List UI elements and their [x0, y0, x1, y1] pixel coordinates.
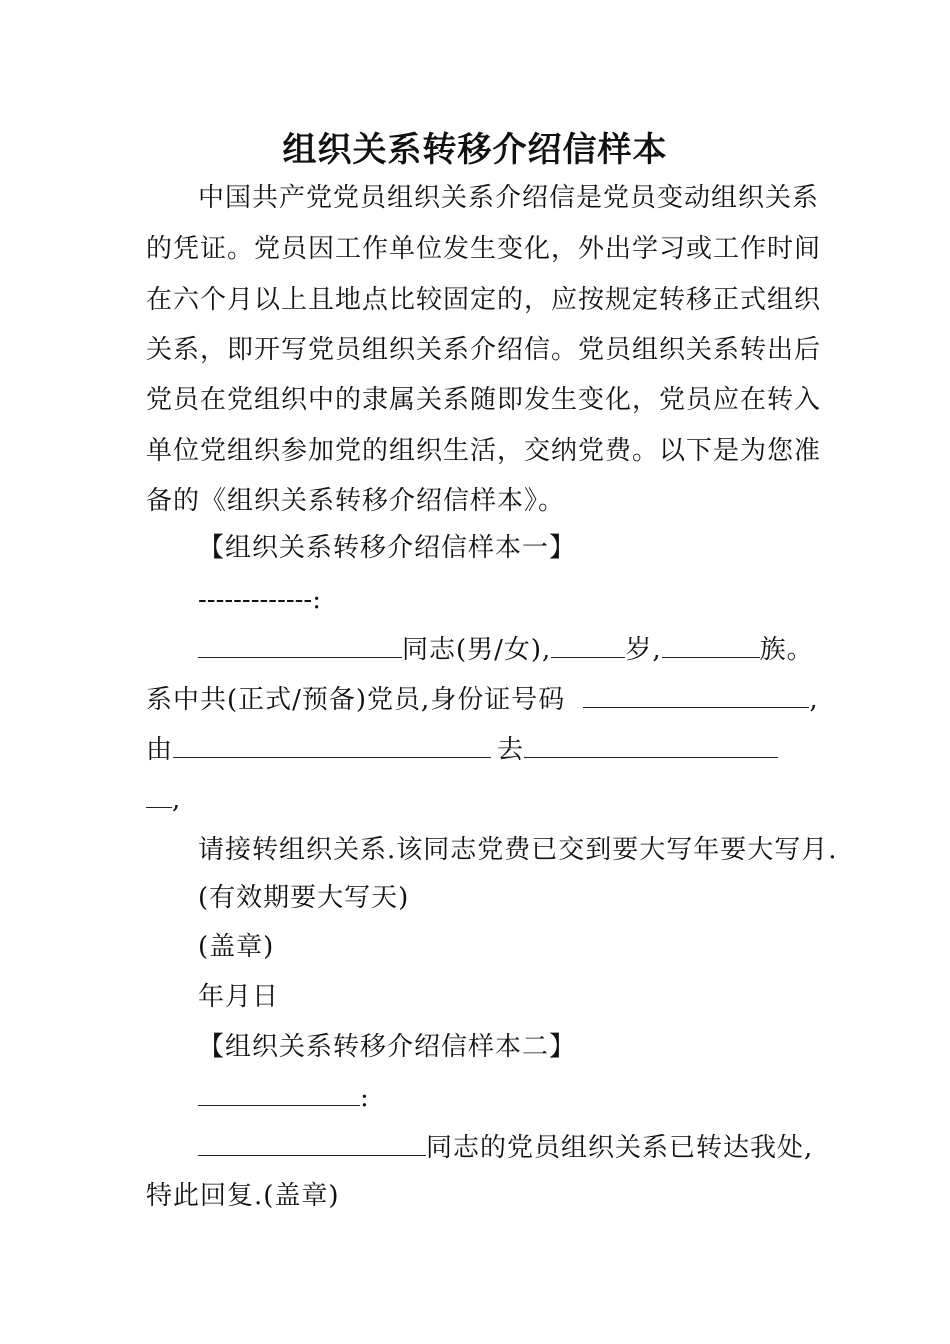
sample1-line2 [146, 682, 826, 718]
document-title: 组织关系转移介绍信样本 [282, 130, 668, 170]
comrade-gender-text: 同志(男/女), [402, 635, 552, 665]
intro-line: 中国共产党党员组织关系介绍信是党员变动组织关系 [198, 183, 820, 213]
sample1-date: 年月日 [198, 982, 280, 1012]
sample2-salutation [198, 1080, 838, 1116]
sample2-line2: 特此回复.(盖章) [146, 1181, 340, 1211]
intro-line: 的凭证。党员因工作单位发生变化，外出学习或工作时间 [146, 234, 822, 264]
comrade-name-blank [198, 1133, 426, 1156]
from-blank [173, 735, 491, 758]
to-text: 去 [497, 735, 525, 765]
id-number-blank [583, 685, 809, 708]
sample1-line3 [146, 732, 826, 768]
sample1-salutation: -------------: [198, 585, 321, 615]
intro-line: 备的《组织关系转移介绍信样本》。 [146, 486, 566, 516]
intro-line: 关系，即开写党员组织关系介绍信。党员组织关系转出后 [146, 335, 822, 365]
sample2-line1 [198, 1130, 838, 1166]
from-text: 由 [146, 735, 174, 765]
age-text: 岁, [625, 635, 662, 665]
sample1-line4 [146, 782, 826, 818]
age-blank [551, 635, 625, 658]
name-blank [198, 635, 402, 658]
line4-comma: , [172, 785, 182, 815]
sample1-body: 请接转组织关系.该同志党费已交到要大写年要大写月. [198, 835, 838, 865]
salutation-colon: : [360, 1083, 370, 1113]
ethnicity-text: 族。 [759, 635, 814, 665]
ethnicity-blank [662, 635, 760, 658]
sample1-seal: (盖章) [198, 932, 275, 962]
recipient-blank [198, 1083, 360, 1106]
sample2-heading: 【组织关系转移介绍信样本二】 [198, 1032, 577, 1062]
intro-line: 党员在党组织中的隶属关系随即发生变化，党员应在转入 [146, 385, 822, 415]
sample1-line1 [198, 632, 838, 668]
party-member-text: 系中共(正式/预备)党员,身份证号码 [146, 685, 566, 715]
transfer-received-text: 同志的党员组织关系已转达我处, [426, 1133, 814, 1163]
to-blank [524, 735, 778, 758]
sample1-heading: 【组织关系转移介绍信样本一】 [198, 533, 577, 563]
intro-line: 单位党组织参加党的组织生活，交纳党费。以下是为您准 [146, 436, 822, 466]
line2-comma: , [809, 685, 819, 715]
sample1-validity: (有效期要大写天) [198, 883, 410, 913]
intro-line: 在六个月以上且地点比较固定的，应按规定转移正式组织 [146, 285, 822, 315]
to-blank-continued [146, 785, 172, 808]
